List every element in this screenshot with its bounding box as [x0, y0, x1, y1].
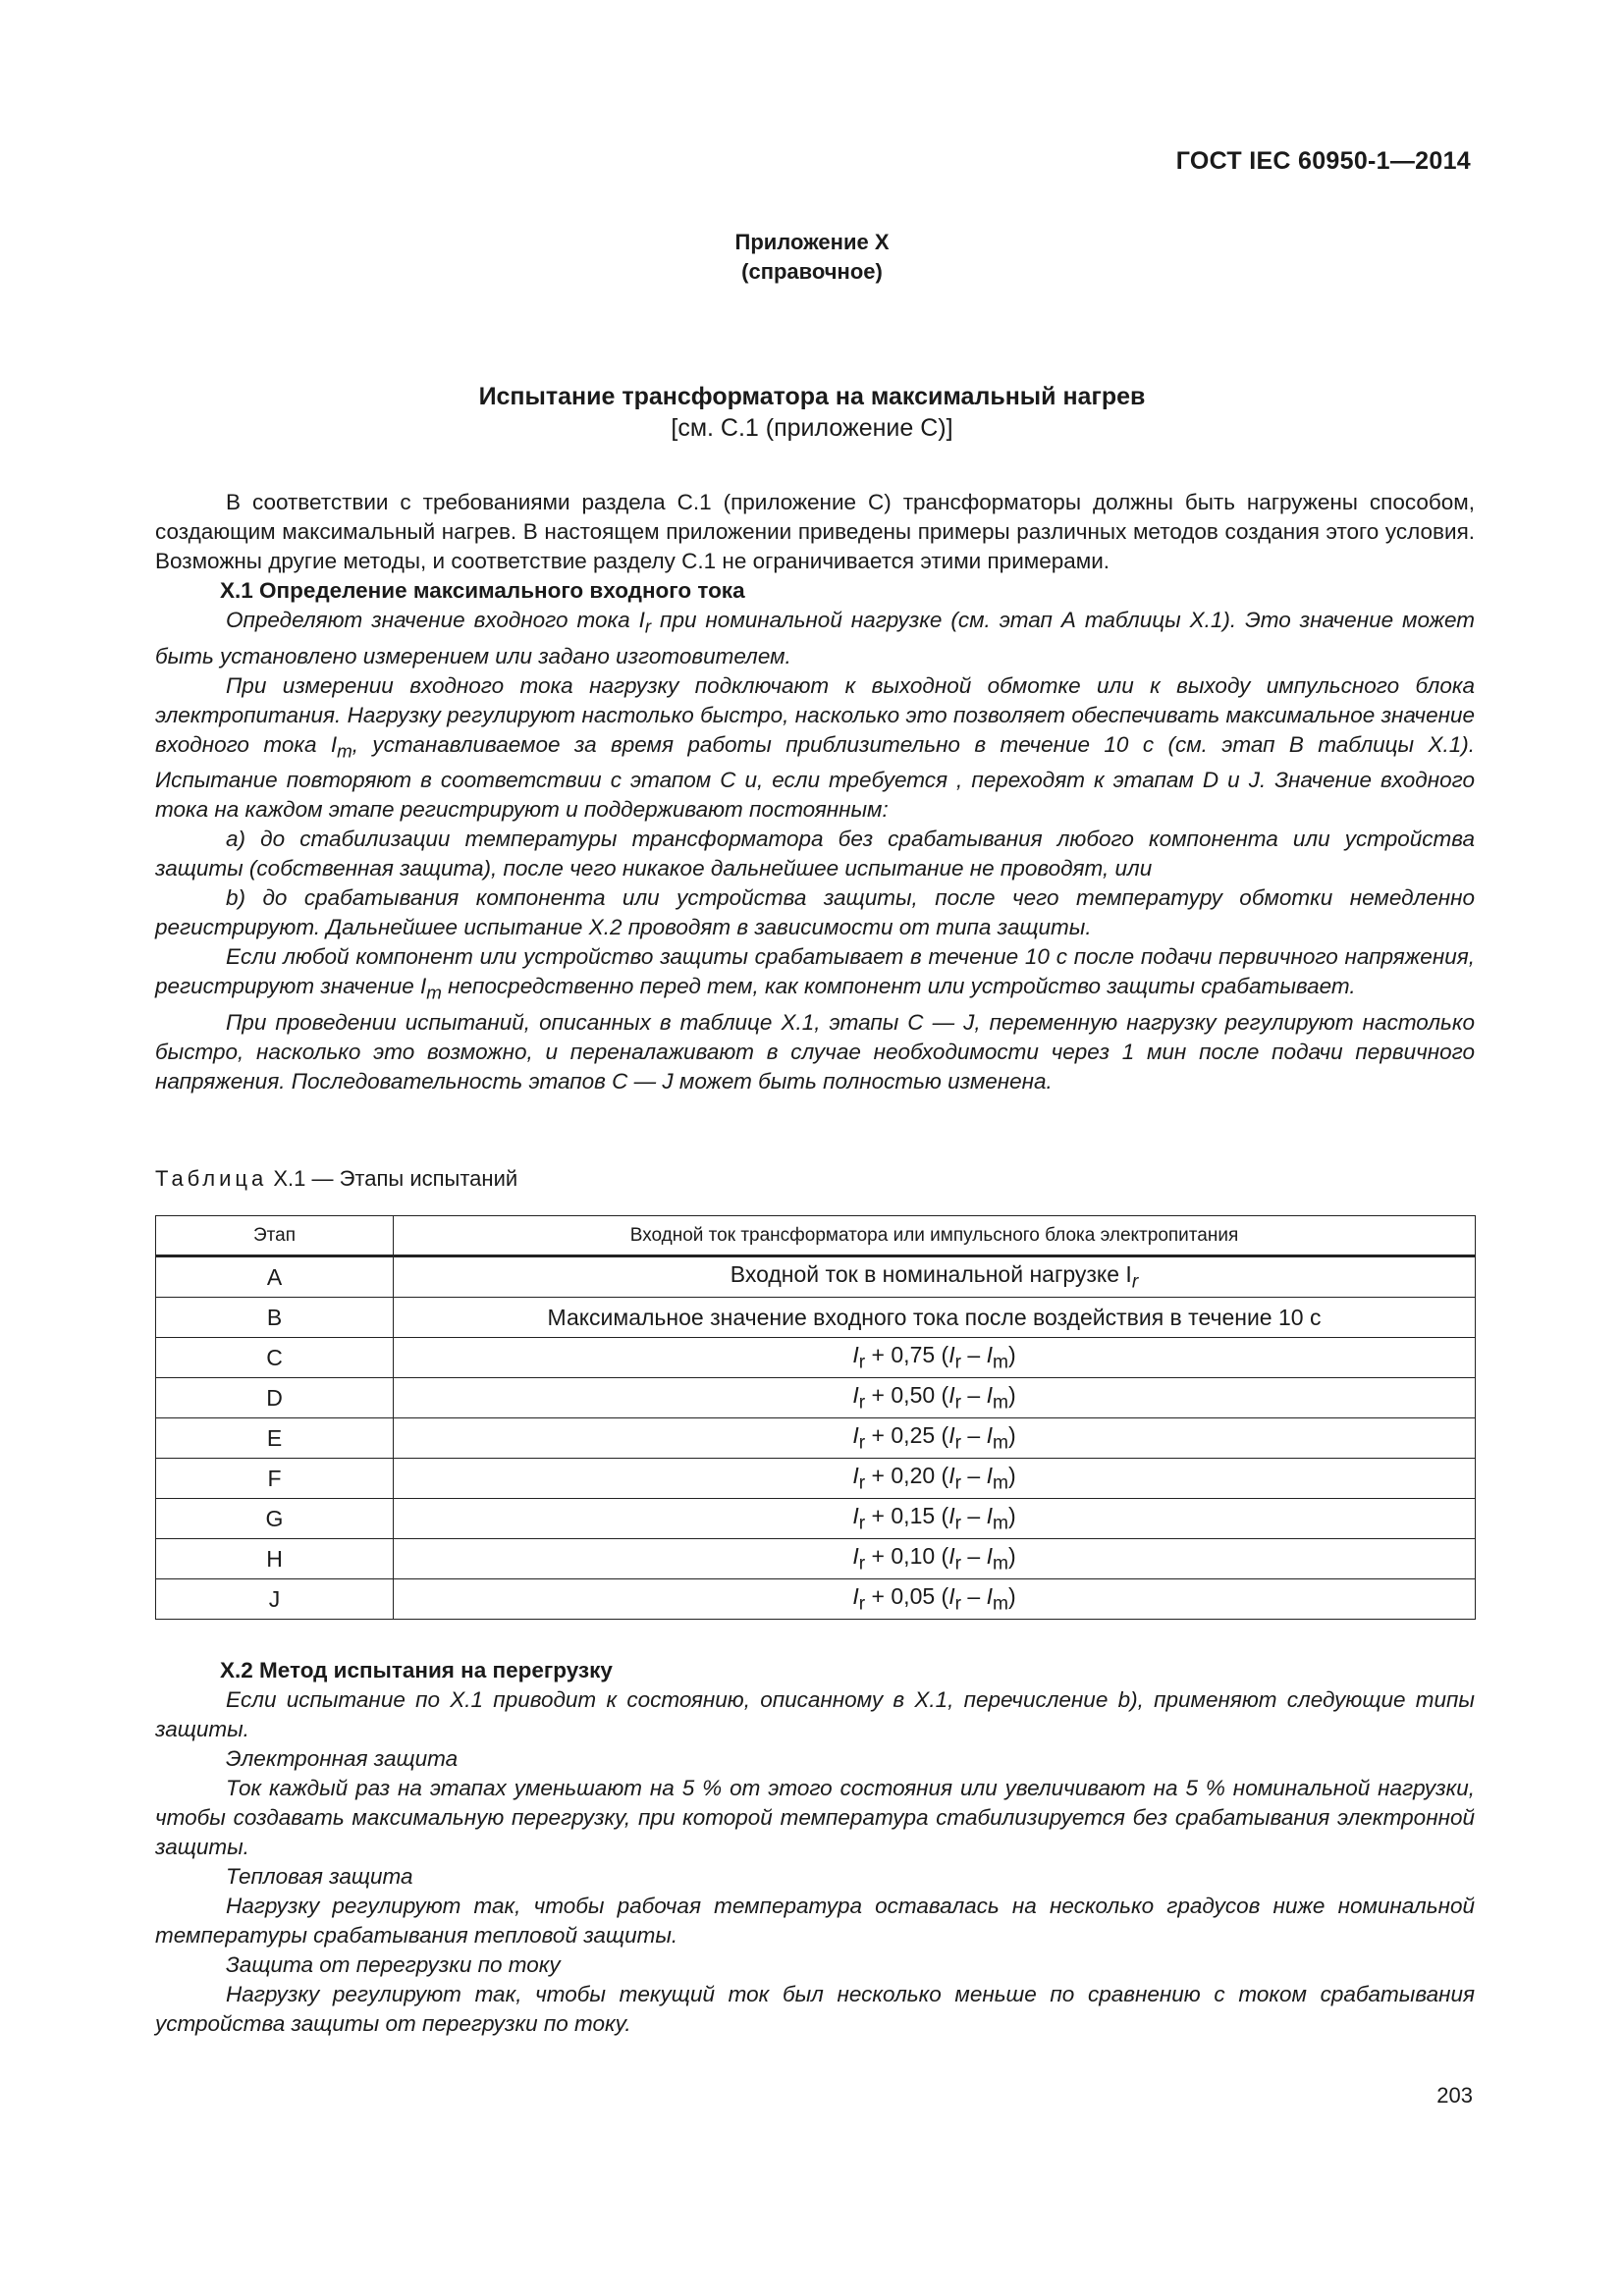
section-x2-heading: X.2 Метод испытания на перегрузку	[220, 1658, 613, 1682]
paragraph: Нагрузку регулируют так, чтобы текущий ток был несколько меньше по сравнению с током срабатывания устройства защиты от перегрузки по току.	[155, 1982, 1475, 2036]
formula-cell: $I_r + 0,20$ $(I_r - I_m)$	[394, 1459, 1476, 1499]
formula-cell: $I_r + 0,15$ $(I_r - I_m)$	[394, 1499, 1476, 1539]
table-row	[156, 1256, 1476, 1298]
formula-cell: $I_r + 0,50$ $(I_r - I_m)$	[394, 1378, 1476, 1418]
current-cell: Максимальное значение входного тока после воздействия в течение 10 с	[394, 1298, 1476, 1338]
subheading-overcurrent: Защита от перегрузки по току	[226, 1952, 561, 1977]
column-header-current: Входной ток трансформатора или импульсного блока электропитания	[394, 1216, 1476, 1256]
caption-word: Таблица	[155, 1166, 268, 1191]
formula-cell: $I_r + 0,75$ $(I_r - I_m)$	[394, 1338, 1476, 1378]
table-row	[156, 1298, 1476, 1338]
caption-text: X.1 — Этапы испытаний	[267, 1166, 518, 1191]
stage-cell: C	[156, 1338, 394, 1378]
text-run: Если любой компонент или устройство защиты срабатывает в течение 10 с после подачи первичного напряжения, регистрируют значение I	[155, 944, 1475, 998]
paragraph	[155, 606, 1475, 671]
text-run: Входной ток в номинальной нагрузке I	[730, 1260, 1132, 1287]
subscript: m	[337, 740, 352, 761]
appendix-title	[0, 381, 1624, 444]
paragraph: Ток каждый раз на этапах уменьшают на 5 % от этого состояния или увеличивают на 5 % номинальной нагрузки, чтобы создавать максимальную перегрузку, при которой температура стабилизируется без срабатывания электронной защиты.	[155, 1776, 1475, 1859]
title-main: Испытание трансформатора на максимальный нагрев	[478, 383, 1146, 410]
appendix-status: (справочное)	[741, 259, 883, 284]
text-run: При измерении входного тока нагрузку подключают к выходной обмотке или к выходу импульсного блока электропитания. Нагрузку регулируют настолько быстро, насколько это позволяет обеспечивать максимальное значение входного тока I	[155, 672, 1475, 757]
coefficient: 0,10	[891, 1542, 936, 1569]
section-x1-heading: X.1 Определение максимального входного тока	[220, 578, 745, 603]
stage-cell: G	[156, 1499, 394, 1539]
paragraph: Нагрузку регулируют так, чтобы рабочая температура оставалась на несколько градусов ниже номинальной температуры срабатывания тепловой защиты.	[155, 1894, 1475, 1948]
page-number: 203	[1436, 2083, 1473, 2108]
text-run: при номинальной нагрузке (см. этап А таблицы X.1). Это значение может быть установлено измерением или задано изготовителем.	[155, 608, 1475, 668]
stage-cell: E	[156, 1418, 394, 1459]
coefficient: 0,05	[891, 1582, 936, 1609]
subscript: r	[644, 615, 652, 637]
formula-cell: $I_r + 0,05$ $(I_r - I_m)$	[394, 1579, 1476, 1620]
stage-cell: F	[156, 1459, 394, 1499]
table-row	[156, 1459, 1476, 1499]
standard-code: ГОСТ IEC 60950-1—2014	[1175, 147, 1471, 175]
table-row	[156, 1378, 1476, 1418]
current-cell	[394, 1256, 1476, 1298]
appendix-heading	[0, 228, 1624, 287]
paragraph	[155, 671, 1475, 826]
stage-cell: A	[156, 1256, 394, 1298]
table-row	[156, 1338, 1476, 1378]
table-row	[156, 1539, 1476, 1579]
formula-cell: $I_r + 0,10$ $(I_r - I_m)$	[394, 1539, 1476, 1579]
text-run: , устанавливаемое за время работы приблизительно в течение 10 с (см. этап В таблицы X.1). Испытание повторяют в соответствии с этапом С и, если требуется , переходят к этапам D и J. Значение входного тока на каждом этапе регистрируют и поддерживают постоянным:	[155, 731, 1476, 822]
paragraph: Если испытание по X.1 приводит к состоянию, описанному в X.1, перечисление b), применяют следующие типы защиты.	[155, 1687, 1475, 1741]
section-x2-block	[155, 1656, 1475, 2039]
coefficient: 0,20	[891, 1462, 936, 1488]
section-x1-block	[155, 488, 1475, 1096]
paragraph: При проведении испытаний, описанных в таблице X.1, этапы С — J, переменную нагрузку регулируют настолько быстро, насколько это возможно, и переналаживают в случае необходимости через 1 мин после подачи первичного напряжения. Последовательность этапов С — J может быть полностью изменена.	[155, 1009, 1475, 1094]
subheading-thermal: Тепловая защита	[226, 1864, 413, 1889]
subheading-electronic: Электронная защита	[226, 1746, 459, 1771]
table-row	[156, 1579, 1476, 1620]
formula-cell: $I_r + 0,25$ $(I_r - I_m)$	[394, 1418, 1476, 1459]
stage-cell: J	[156, 1579, 394, 1620]
column-header-stage: Этап	[156, 1216, 394, 1256]
coefficient: 0,75	[891, 1341, 936, 1367]
table-header-row	[156, 1216, 1476, 1256]
list-item-a: а) до стабилизации температуры трансформатора без срабатывания любого компонента или устройства защиты (собственная защита), после чего никакое дальнейшее испытание не проводят, или	[155, 827, 1475, 881]
stage-cell: D	[156, 1378, 394, 1418]
coefficient: 0,50	[891, 1381, 936, 1408]
intro-paragraph: В соответствии с требованиями раздела С.1 (приложение С) трансформаторы должны быть нагружены способом, создающим максимальный нагрев. В настоящем приложении приведены примеры различных методов создания этого условия. Возможны другие методы, и соответствие разделу С.1 не ограничивается этими примерами.	[155, 490, 1475, 573]
coefficient: 0,25	[891, 1421, 936, 1448]
stage-cell: H	[156, 1539, 394, 1579]
table-row	[156, 1499, 1476, 1539]
list-item-b: b) до срабатывания компонента или устройства защиты, после чего температуру обмотки немедленно регистрируют. Дальнейшее испытание X.2 проводят в зависимости от типа защиты.	[155, 885, 1475, 939]
table-caption	[155, 1166, 517, 1192]
subscript: r	[1131, 1271, 1139, 1293]
paragraph	[155, 942, 1475, 1008]
stages-table	[155, 1215, 1476, 1620]
title-reference: [см. С.1 (приложение С)]	[671, 414, 953, 442]
appendix-label: Приложение X	[734, 230, 890, 254]
table-row	[156, 1418, 1476, 1459]
text-run: Определяют значение входного тока I	[226, 608, 645, 632]
stage-cell: B	[156, 1298, 394, 1338]
coefficient: 0,15	[891, 1502, 936, 1528]
subscript: m	[426, 982, 442, 1003]
text-run: непосредственно перед тем, как компонент или устройство защиты срабатывает.	[441, 974, 1356, 998]
